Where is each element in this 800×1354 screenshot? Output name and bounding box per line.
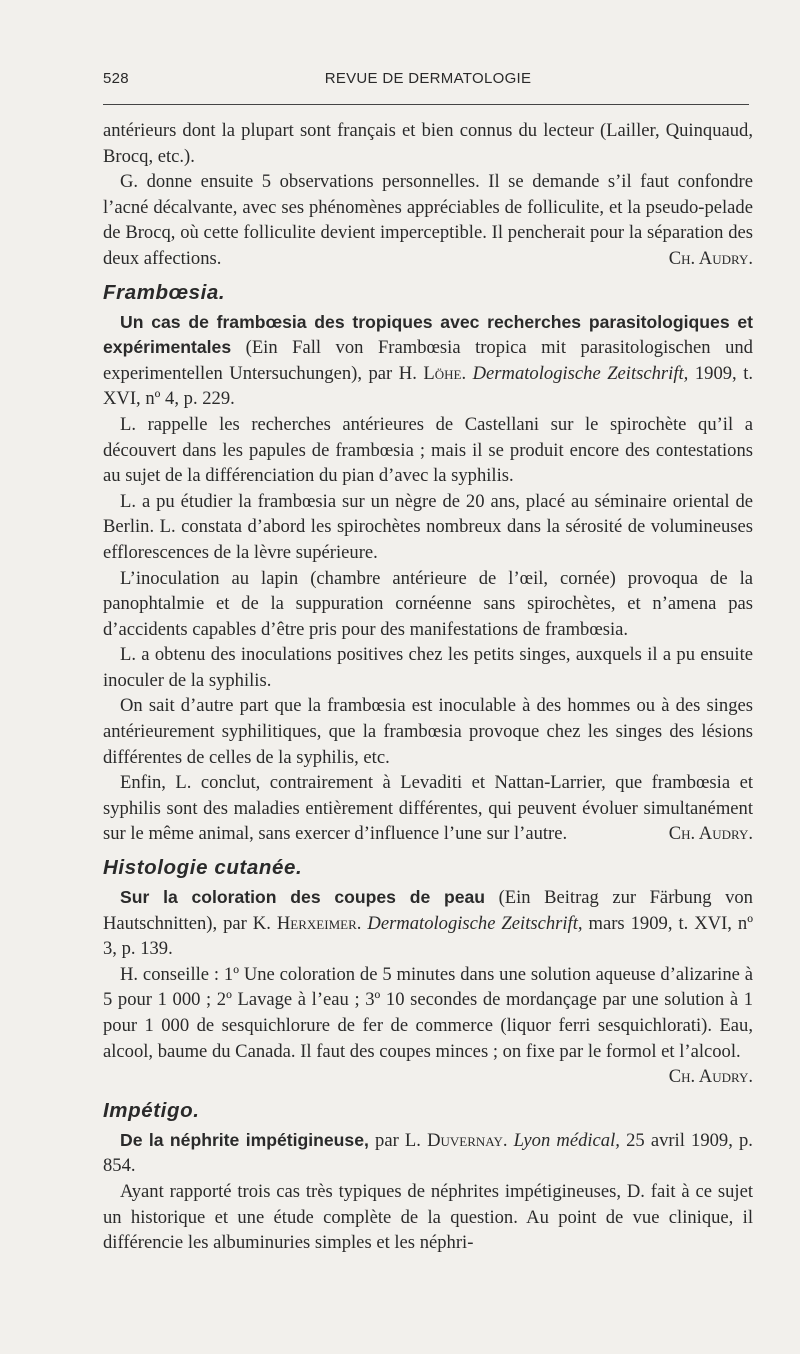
reference-details: 25 avril 1909, p. 854.	[103, 1129, 753, 1177]
reference-text: (Ein Fall von Frambœsia tropica mit parasitologischen und experimentellen Untersuchungen), par H.	[103, 337, 753, 384]
section-heading-impetigo: Impétigo.	[103, 1098, 200, 1122]
body-paragraph: On sait d’autre part que la frambœsia est inoculable à des hommes ou à des singes antérieurement syphilitiques, que la frambœsia provoque chez les singes des lésions différentes de celles de la syphilis, etc.	[103, 695, 753, 768]
article-reference: Un cas de frambœsia des tropiques avec recherches parasitologiques et expérimentales (Ein Fall von Frambœsia tropica mit parasitologischen und experimentellen Untersuchungen), par H. Löhe. Dermatologische Zeitschrift, 1909, t. XVI, nº 4, p. 229.	[103, 311, 754, 410]
journal-name: Dermatologische Zeitschrift,	[472, 362, 689, 384]
header-rule	[103, 104, 749, 105]
reference-details: 1909, t. XVI, nº 4, p. 229.	[103, 362, 754, 410]
intro-paragraph-2	[103, 169, 753, 271]
signature: Ch. Audry.	[668, 823, 753, 845]
journal-name: Dermatologische Zeitschrift,	[367, 912, 583, 934]
body-paragraph: L’inoculation au lapin (chambre antérieure de l’œil, cornée) provoqua de la panophtalmie et de la suppuration cornéenne sans spirochètes, et n’amena pas d’accidents capables d’être pris pour des manifestations de frambœsia.	[103, 567, 753, 640]
article-title: Sur la coloration des coupes de peau	[120, 887, 486, 908]
body-paragraph: L. a obtenu des inoculations positives chez les petits singes, auxquels il a pu ensuite inoculer de la syphilis.	[103, 644, 753, 691]
running-header	[103, 70, 753, 92]
body-paragraph: Ayant rapporté trois cas très typiques de néphrites impétigineuses, D. fait à ce sujet un historique et une étude complète de la question. Au point de vue clinique, il différencie les albuminuries simples et les néphri-	[103, 1180, 753, 1254]
author-name: Duvernay.	[427, 1129, 508, 1151]
reference-text: (Ein Beitrag zur Färbung von Hautschnitten), par K.	[103, 887, 753, 934]
section-heading-histologie: Histologie cutanée.	[103, 856, 303, 880]
signature: Ch. Audry.	[668, 1066, 753, 1088]
article-reference	[103, 885, 753, 962]
body-paragraph-text: Enfin, L. conclut, contrairement à Levaditi et Nattan-Larrier, que frambœsia et syphilis sont des maladies entièrement différentes, qui peuvent évoluer simultanément sur le même animal, sans exercer d’influence l’une sur l’autre.	[103, 772, 753, 845]
body-text	[103, 118, 753, 1256]
body-paragraph-text: H. conseille : 1º Une coloration de 5 minutes dans une solution aqueuse d’alizarine à 5 pour 1 000 ; 2º Lavage à l’eau ; 3º 10 secondes de mordançage par une solution à 1 pour 1 000 de sesquichlorure de fer de commerce (liquor ferri sesquichlorati). Eau, alcool, baume du Canada. Il faut des coupes minces ; on fixe par le formol et l’alcool.	[103, 963, 753, 1062]
reference-text: par L.	[375, 1129, 421, 1151]
body-paragraph-last	[103, 770, 753, 847]
body-paragraph: L. rappelle les recherches antérieures de Castellani sur le spirochète qu’il a découvert dans les papules de frambœsia ; mais il se produit encore des contestations au sujet de la différenciation du pian d’avec la syphilis.	[103, 413, 753, 487]
body-paragraph	[103, 962, 753, 1090]
reference-details: mars 1909, t. XVI, nº 3, p. 139.	[103, 912, 753, 960]
article-title: De la néphrite impétigineuse,	[120, 1129, 369, 1150]
intro-paragraph-2-text: G. donne ensuite 5 observations personnelles. Il se demande s’il faut confondre l’acné décalvante, avec ses phénomènes appréciables de folliculite, et la pseudo-pelade de Brocq, où cette folliculite devient imperceptible. Il pencherait pour la séparation des deux affections.	[103, 171, 753, 269]
article-reference	[103, 1128, 753, 1179]
body-paragraph: L. a pu étudier la frambœsia sur un nègre de 20 ans, placé au séminaire oriental de Berlin. L. constata d’abord les spirochètes nombreux dans la sérosité de volumineuses efflorescences de la lèvre supérieure.	[103, 490, 753, 563]
intro-paragraph-1: antérieurs dont la plupart sont français et bien connus du lecteur (Lailler, Quinquaud, Brocq, etc.).	[103, 120, 753, 167]
journal-title: REVUE DE DERMATOLOGIE	[324, 70, 532, 87]
author-name: Herxeimer.	[276, 912, 362, 934]
section-heading-framboesia: Frambœsia.	[103, 280, 226, 304]
article-title: Un cas de frambœsia des tropiques avec recherches parasitologiques et expérimentales	[103, 311, 753, 358]
signature: Ch. Audry.	[668, 247, 753, 269]
page-number: 528	[103, 70, 129, 87]
author-name: Löhe	[423, 362, 462, 384]
journal-name: Lyon médical,	[513, 1129, 620, 1151]
